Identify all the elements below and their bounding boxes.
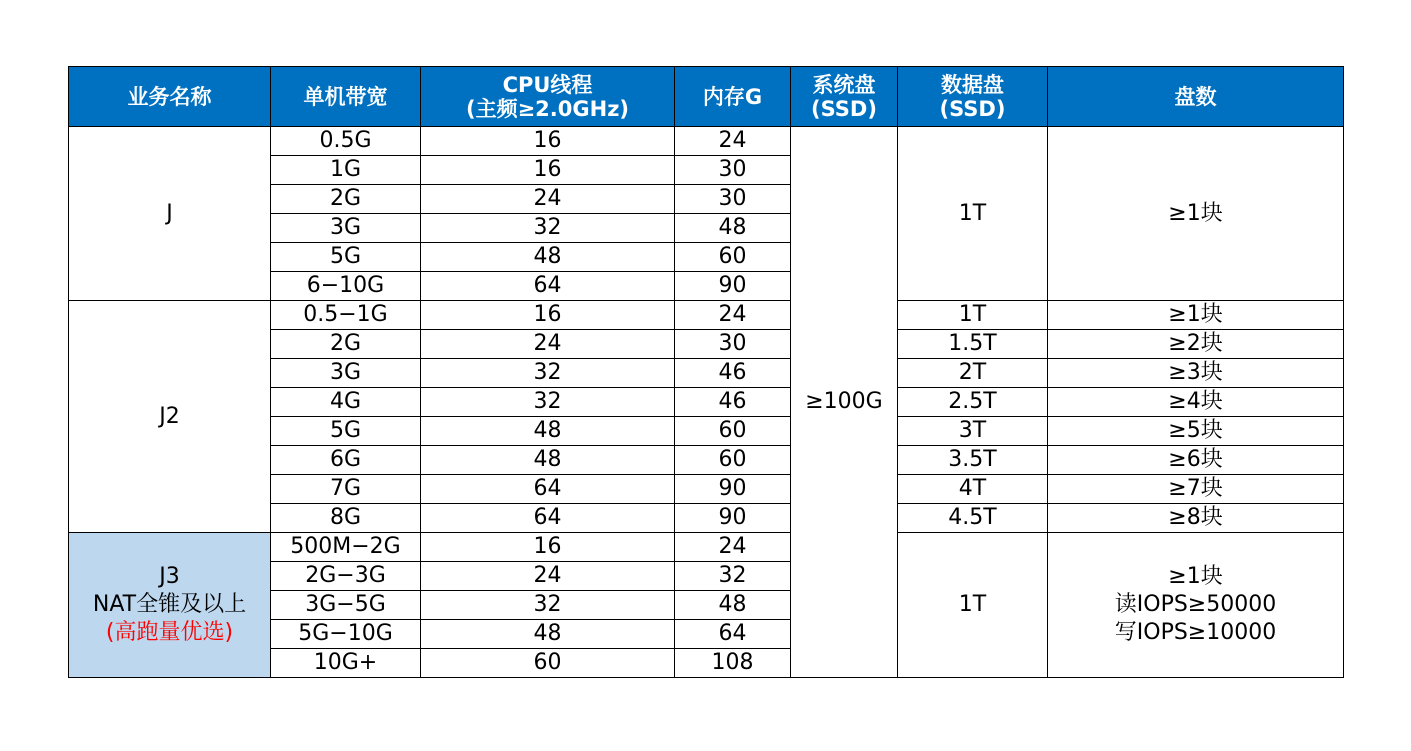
cpu-cell: 16: [421, 301, 675, 330]
bandwidth-cell: 2G: [271, 330, 421, 359]
j3-priority-note: (高跑量优选): [105, 620, 234, 645]
cpu-cell: 48: [421, 243, 675, 272]
memory-cell: 60: [675, 417, 791, 446]
cpu-cell: 48: [421, 620, 675, 649]
bandwidth-cell: 1G: [271, 156, 421, 185]
system-disk-cell: ≥100G: [791, 127, 898, 678]
bandwidth-cell: 8G: [271, 504, 421, 533]
bandwidth-cell: 5G: [271, 243, 421, 272]
table-row: [69, 301, 1344, 330]
bandwidth-cell: 6−10G: [271, 272, 421, 301]
bandwidth-cell: 0.5−1G: [271, 301, 421, 330]
memory-cell: 90: [675, 272, 791, 301]
cpu-cell: 48: [421, 417, 675, 446]
data-disk-cell-j: 1T: [898, 127, 1048, 301]
cpu-cell: 32: [421, 359, 675, 388]
business-name-j: J: [69, 127, 271, 301]
memory-cell: 24: [675, 127, 791, 156]
bandwidth-cell: 5G−10G: [271, 620, 421, 649]
memory-cell: 90: [675, 475, 791, 504]
data-disk-cell: 4T: [898, 475, 1048, 504]
cpu-cell: 16: [421, 156, 675, 185]
data-disk-cell-j3: 1T: [898, 533, 1048, 678]
memory-cell: 64: [675, 620, 791, 649]
cpu-cell: 16: [421, 533, 675, 562]
memory-cell: 24: [675, 533, 791, 562]
disk-count-cell: ≥4块: [1048, 388, 1344, 417]
bandwidth-cell: 3G−5G: [271, 591, 421, 620]
cpu-cell: 24: [421, 562, 675, 591]
data-disk-cell: 3.5T: [898, 446, 1048, 475]
disk-count-cell: ≥7块: [1048, 475, 1344, 504]
j3-nat-requirement: NAT全锥及以上: [92, 592, 247, 617]
business-name-j3: [69, 533, 271, 678]
cpu-cell: 48: [421, 446, 675, 475]
cpu-cell: 32: [421, 591, 675, 620]
memory-cell: 46: [675, 388, 791, 417]
header-system-disk: [791, 67, 898, 127]
header-bandwidth: 单机带宽: [271, 67, 421, 127]
header-cpu-line1: CPU线程: [502, 72, 593, 97]
data-disk-cell: 2T: [898, 359, 1048, 388]
disk-count-cell: ≥8块: [1048, 504, 1344, 533]
table-row: [69, 533, 1344, 562]
header-disk-count: 盘数: [1048, 67, 1344, 127]
cpu-cell: 60: [421, 649, 675, 678]
bandwidth-cell: 10G+: [271, 649, 421, 678]
spec-table: [68, 66, 1344, 678]
bandwidth-cell: 0.5G: [271, 127, 421, 156]
disk-count-cell-j3: [1048, 533, 1344, 678]
memory-cell: 60: [675, 243, 791, 272]
memory-cell: 46: [675, 359, 791, 388]
j3-disk-count: ≥1块: [1168, 564, 1223, 589]
bandwidth-cell: 5G: [271, 417, 421, 446]
header-data-disk-line2: (SSD): [939, 96, 1006, 121]
cpu-cell: 64: [421, 504, 675, 533]
j3-write-iops: 写IOPS≥10000: [1114, 620, 1277, 645]
disk-count-cell: ≥1块: [1048, 301, 1344, 330]
memory-cell: 24: [675, 301, 791, 330]
bandwidth-cell: 500M−2G: [271, 533, 421, 562]
header-memory: 内存G: [675, 67, 791, 127]
cpu-cell: 64: [421, 475, 675, 504]
memory-cell: 60: [675, 446, 791, 475]
disk-count-cell: ≥2块: [1048, 330, 1344, 359]
data-disk-cell: 1T: [898, 301, 1048, 330]
bandwidth-cell: 2G−3G: [271, 562, 421, 591]
disk-count-cell-j: ≥1块: [1048, 127, 1344, 301]
data-disk-cell: 4.5T: [898, 504, 1048, 533]
cpu-cell: 24: [421, 185, 675, 214]
bandwidth-cell: 3G: [271, 359, 421, 388]
header-system-disk-line2: (SSD): [811, 96, 877, 121]
memory-cell: 90: [675, 504, 791, 533]
table-row: [69, 127, 1344, 156]
header-business: 业务名称: [69, 67, 271, 127]
cpu-cell: 24: [421, 330, 675, 359]
memory-cell: 32: [675, 562, 791, 591]
memory-cell: 48: [675, 214, 791, 243]
header-cpu: [421, 67, 675, 127]
disk-count-cell: ≥6块: [1048, 446, 1344, 475]
bandwidth-cell: 4G: [271, 388, 421, 417]
data-disk-cell: 2.5T: [898, 388, 1048, 417]
memory-cell: 48: [675, 591, 791, 620]
memory-cell: 108: [675, 649, 791, 678]
bandwidth-cell: 6G: [271, 446, 421, 475]
bandwidth-cell: 7G: [271, 475, 421, 504]
data-disk-cell: 3T: [898, 417, 1048, 446]
cpu-cell: 16: [421, 127, 675, 156]
bandwidth-cell: 3G: [271, 214, 421, 243]
memory-cell: 30: [675, 185, 791, 214]
cpu-cell: 32: [421, 214, 675, 243]
cpu-cell: 64: [421, 272, 675, 301]
j3-name: J3: [159, 564, 180, 589]
header-row: [69, 67, 1344, 127]
data-disk-cell: 1.5T: [898, 330, 1048, 359]
cpu-cell: 32: [421, 388, 675, 417]
header-cpu-line2: (主频≥2.0GHz): [465, 96, 630, 121]
bandwidth-cell: 2G: [271, 185, 421, 214]
j3-read-iops: 读IOPS≥50000: [1114, 592, 1277, 617]
memory-cell: 30: [675, 330, 791, 359]
memory-cell: 30: [675, 156, 791, 185]
header-system-disk-line1: 系统盘: [812, 72, 876, 97]
header-data-disk: [898, 67, 1048, 127]
header-data-disk-line1: 数据盘: [941, 72, 1004, 97]
disk-count-cell: ≥3块: [1048, 359, 1344, 388]
business-name-j2: J2: [69, 301, 271, 533]
disk-count-cell: ≥5块: [1048, 417, 1344, 446]
